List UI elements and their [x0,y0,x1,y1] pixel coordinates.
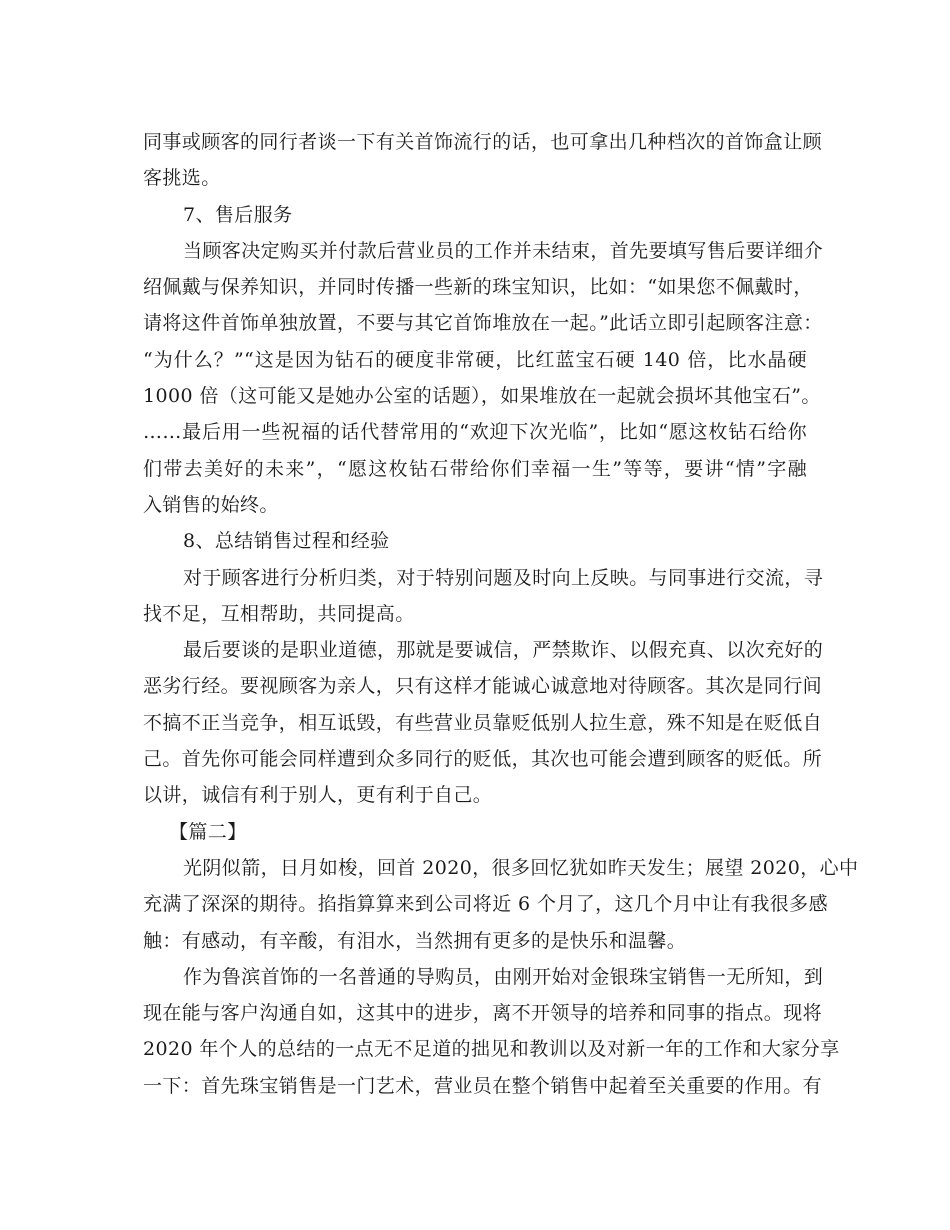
text-line: 一下：首先珠宝销售是一门艺术，营业员在整个销售中起着至关重要的作用。有 [143,1074,823,1097]
text-line: 8、总结销售过程和经验 [183,530,390,553]
text-line: 以讲，诚信有利于别人，更有利于自己。 [143,784,493,807]
text-line: 7、售后服务 [183,203,293,226]
text-line: ……最后用一些祝福的话代替常用的“欢迎下次光临”，比如“愿这枚钻石给你 [143,421,807,444]
text-line: 入销售的始终。 [143,493,279,516]
text-line: 【篇二】 [169,820,247,843]
text-line: 同事或顾客的同行者谈一下有关首饰流行的话，也可拿出几种档次的首饰盒让顾 [143,131,823,153]
text-line: 作为鲁滨首饰的一名普通的导购员，由刚开始对金银珠宝销售一无所知，到 [183,965,824,988]
text-line: 最后要谈的是职业道德，那就是要诚信，严禁欺诈、以假充真、以次充好的 [183,639,824,662]
document-body [143,124,859,1104]
text-line: 2020 年个人的总结的一点无不足道的拙见和教训以及对新一年的工作和大家分享 [143,1038,840,1061]
text-line: 客挑选。 [143,167,221,190]
text-line: 己。首先你可能会同样遭到众多同行的贬低，其次也可能会遭到顾客的贬低。所 [143,748,823,771]
text-line: 触：有感动，有辛酸，有泪水，当然拥有更多的是快乐和温馨。 [143,929,687,952]
text-line: 绍佩戴与保养知识，并同时传播一些新的珠宝知识，比如：“如果您不佩戴时， [143,276,813,299]
text-line: 对于顾客进行分析归类，对于特别问题及时向上反映。与同事进行交流，寻 [183,566,824,589]
text-line: 充满了深深的期待。掐指算算来到公司将近 6 个月了，这几个月中让有我很多感 [143,893,828,916]
text-line: 不搞不正当竞争，相互诋毁，有些营业员靠贬低别人拉生意，殊不知是在贬低自 [143,711,823,734]
text-line: 现在能与客户沟通自如，这其中的进步，离不开领导的培养和同事的指点。现将 [143,1002,823,1025]
text-line: 当顾客决定购买并付款后营业员的工作并未结束，首先要填写售后要详细介 [183,239,824,262]
text-line: 光阴似箭，日月如梭，回首 2020，很多回忆犹如昨天发生；展望 2020，心中 [183,856,859,879]
text-line: “为什么？”“这是因为钻石的硬度非常硬，比红蓝宝石硬 140 倍，比水晶硬 [143,348,807,371]
text-line: 找不足，互相帮助，共同提高。 [143,602,415,625]
text-line: 们带去美好的未来”，“愿这枚钻石带给你们幸福一生”等等，要讲“情”字融 [143,457,807,480]
text-line: 恶劣行经。要视顾客为亲人，只有这样才能诚心诚意地对待顾客。其次是同行间 [143,675,823,698]
text-line: 1000 倍（这可能又是她办公室的话题），如果堆放在一起就会损坏其他宝石”。 [143,385,821,408]
text-line: 请将这件首饰单独放置，不要与其它首饰堆放在一起。”此话立即引起顾客注意： [143,312,823,335]
